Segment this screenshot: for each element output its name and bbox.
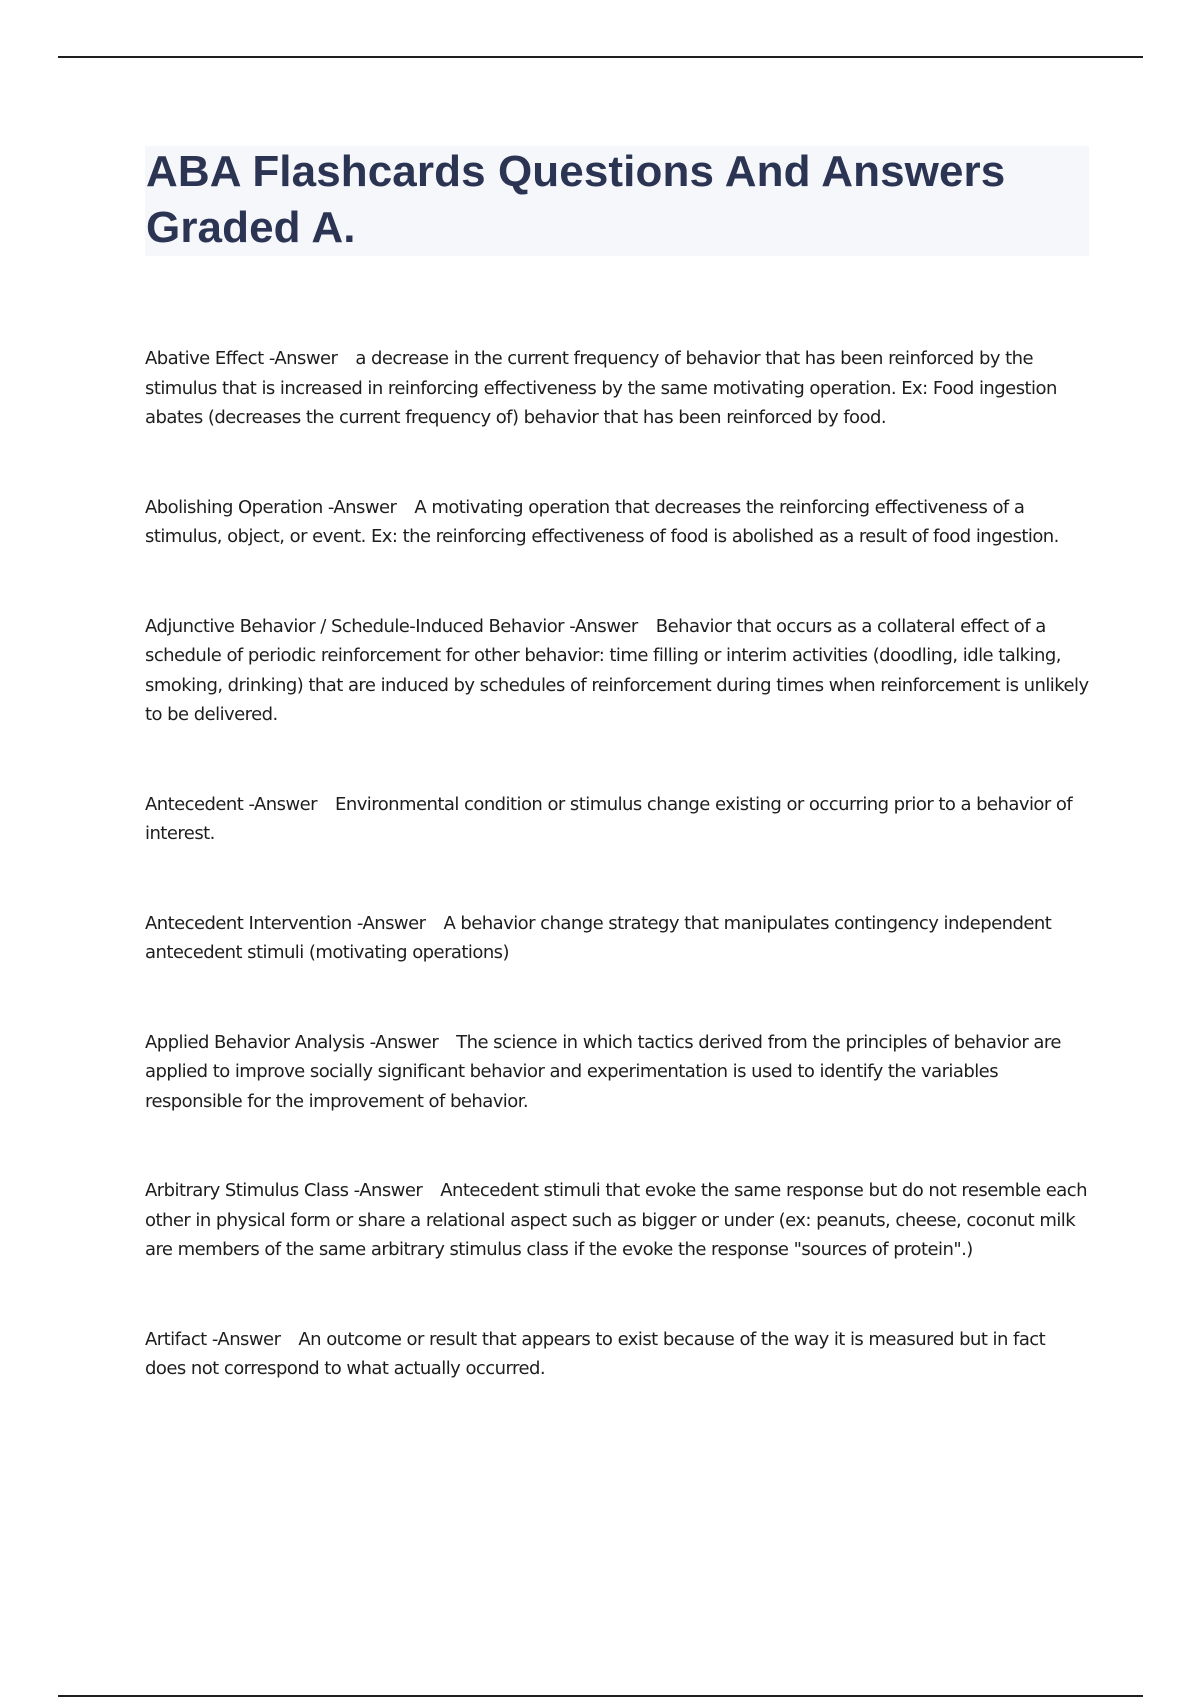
card-definition: Environmental condition or stimulus change existing or occurring prior to a behavior of interest. xyxy=(145,793,1073,844)
card-definition: a decrease in the current frequency of behavior that has been reinforced by the stimulus that is increased in reinforcing effectiveness by the same motivating operation. Ex: Food ingestion abates (decreases the current frequency of) behavior that has been reinforced by food. xyxy=(145,348,1057,428)
answer-label: -Answer xyxy=(569,615,638,637)
answer-label: -Answer xyxy=(356,912,426,934)
card-term: Applied Behavior Analysis xyxy=(145,1031,365,1053)
card-definition: An outcome or result that appears to exist because of the way it is measured but in fact does not correspond to what actually occurred. xyxy=(145,1328,1046,1379)
flashcard xyxy=(145,344,1090,433)
card-definition: Antecedent stimuli that evoke the same response but do not resemble each other in physical form or share a relational aspect such as bigger or under (ex: peanuts, cheese, coconut milk are members of the same arbitrary stimulus class if the evoke the response "sources of protein".) xyxy=(145,1180,1087,1260)
card-definition: Behavior that occurs as a collateral effect of a schedule of periodic reinforcement for other behavior: time filling or interim activities (doodling, idle talking, smoking, drinking) that are induced by schedules of reinforcement during times when reinforcement is unlikely to be delivered. xyxy=(145,615,1089,725)
card-term: Artifact xyxy=(145,1328,207,1350)
card-definition: A behavior change strategy that manipulates contingency independent antecedent stimuli (motivating operations) xyxy=(145,912,1052,963)
flashcard xyxy=(145,1325,1090,1384)
page-title: ABA Flashcards Questions And Answers Graded A. xyxy=(146,147,1006,252)
flashcard xyxy=(145,909,1090,968)
flashcard-list xyxy=(145,344,1090,1444)
flashcard xyxy=(145,493,1090,552)
card-term: Abative Effect xyxy=(145,348,264,369)
flashcard xyxy=(145,790,1090,849)
answer-label: -Answer xyxy=(211,1328,281,1350)
bottom-rule xyxy=(58,1695,1143,1697)
flashcard xyxy=(145,612,1090,730)
answer-label: -Answer xyxy=(353,1180,423,1201)
card-definition: The science in which tactics derived from the principles of behavior are applied to improve socially significant behavior and experimentation is used to identify the variables responsible for the improvement of behavior. xyxy=(145,1031,1061,1112)
answer-label: -Answer xyxy=(248,793,318,815)
answer-label: -Answer xyxy=(268,348,338,369)
answer-label: -Answer xyxy=(327,496,397,518)
card-definition: A motivating operation that decreases the reinforcing effectiveness of a stimulus, object, or event. Ex: the reinforcing effectiveness of food is abolished as a result of food ingestion. xyxy=(145,496,1059,547)
top-rule xyxy=(58,56,1143,58)
card-term: Antecedent Intervention xyxy=(145,912,352,934)
card-term: Antecedent xyxy=(145,793,244,815)
card-term: Arbitrary Stimulus Class xyxy=(145,1180,349,1201)
answer-label: -Answer xyxy=(369,1031,439,1053)
flashcard xyxy=(145,1028,1090,1117)
flashcard xyxy=(145,1176,1090,1265)
card-term: Adjunctive Behavior / Schedule-Induced Behavior xyxy=(145,615,565,637)
card-term: Abolishing Operation xyxy=(145,496,323,518)
